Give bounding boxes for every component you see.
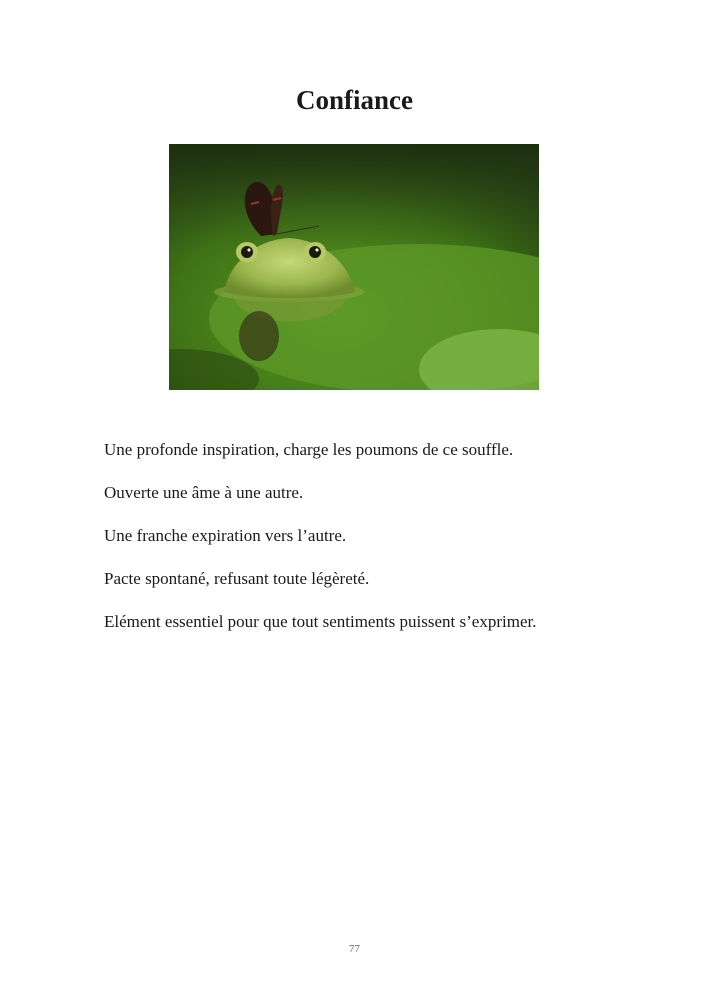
poem-line: Ouverte une âme à une autre. xyxy=(104,483,304,502)
poem-line: Une profonde inspiration, charge les poumons de ce souffle. xyxy=(104,440,514,459)
poem-line: Elément essentiel pour que tout sentiments puissent s’exprimer. xyxy=(104,612,537,631)
frog-photo xyxy=(169,144,539,390)
poem xyxy=(104,436,605,651)
page-title: Confiance xyxy=(296,85,413,115)
page-number: 77 xyxy=(349,943,360,955)
poem-line: Une franche expiration vers l’autre. xyxy=(104,526,347,545)
poem-line: Pacte spontané, refusant toute légèreté. xyxy=(104,569,370,588)
